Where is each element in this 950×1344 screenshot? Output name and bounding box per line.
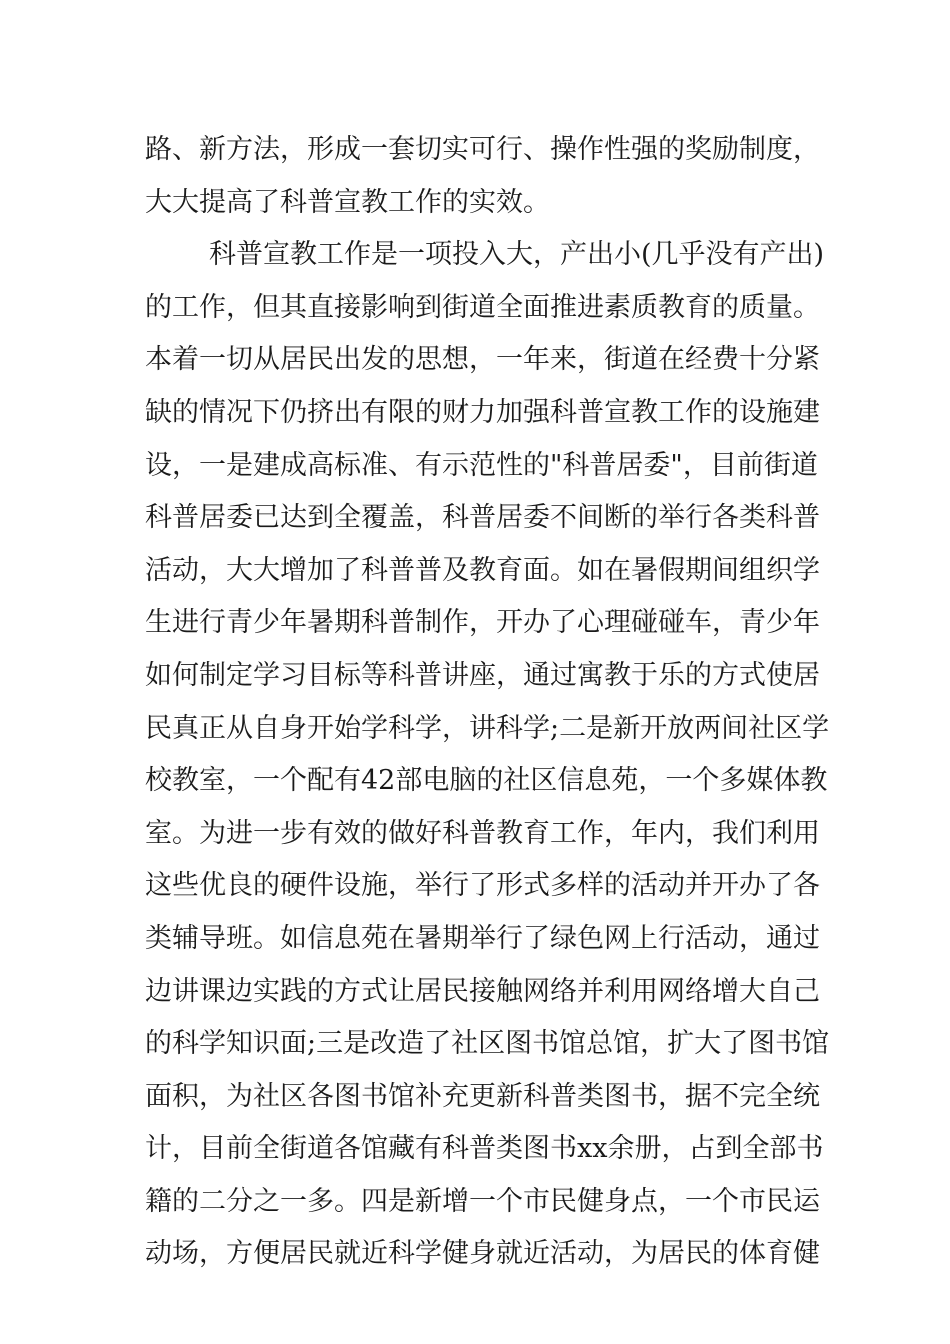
paragraph-first-line: 科普宣教工作是一项投入大，产出小(几乎没有产出): [209, 239, 825, 271]
text-line: 大大提高了科普宣教工作的实效。: [145, 186, 550, 218]
text-line: 籍的二分之一多。四是新增一个市民健身点，一个市民运: [145, 1185, 820, 1217]
text-line: 室。为进一步有效的做好科普教育工作，年内，我们利用: [145, 817, 820, 849]
text-line: 路、新方法，形成一套切实可行、操作性强的奖励制度，: [145, 134, 820, 165]
text-line: 设，一是建成高标准、有示范性的"科普居委"，目前街道: [145, 449, 818, 481]
text-line: 民真正从自身开始学科学，讲科学;二是新开放两间社区学: [145, 712, 830, 744]
text-line: 边讲课边实践的方式让居民接触网络并利用网络增大自己: [145, 975, 820, 1007]
text-line: 校教室，一个配有42部电脑的社区信息苑，一个多媒体教: [145, 765, 828, 797]
text-line: 类辅导班。如信息苑在暑期举行了绿色网上行活动，通过: [145, 922, 820, 954]
text-line: 的科学知识面;三是改造了社区图书馆总馆，扩大了图书馆: [145, 1028, 830, 1060]
text-line: 生进行青少年暑期科普制作，开办了心理碰碰车，青少年: [145, 607, 820, 639]
text-line: 的工作，但其直接影响到街道全面推进素质教育的质量。: [145, 291, 820, 323]
text-line: 动场，方便居民就近科学健身就近活动，为居民的体育健: [145, 1238, 820, 1270]
text-line: 缺的情况下仍挤出有限的财力加强科普宣教工作的设施建: [145, 396, 820, 428]
text-line: 活动，大大增加了科普普及教育面。如在暑假期间组织学: [145, 554, 820, 586]
text-line: 这些优良的硬件设施，举行了形式多样的活动并开办了各: [145, 870, 820, 902]
text-line: 计，目前全街道各馆藏有科普类图书xx余册，占到全部书: [145, 1133, 824, 1165]
text-line: 科普居委已达到全覆盖，科普居委不间断的举行各类科普: [145, 502, 820, 534]
text-line: 本着一切从居民出发的思想，一年来，街道在经费十分紧: [145, 344, 820, 376]
body-text: [145, 124, 830, 1281]
text-line: 面积，为社区各图书馆补充更新科普类图书，据不完全统: [145, 1080, 820, 1112]
text-line: 如何制定学习目标等科普讲座，通过寓教于乐的方式使居: [145, 659, 820, 691]
